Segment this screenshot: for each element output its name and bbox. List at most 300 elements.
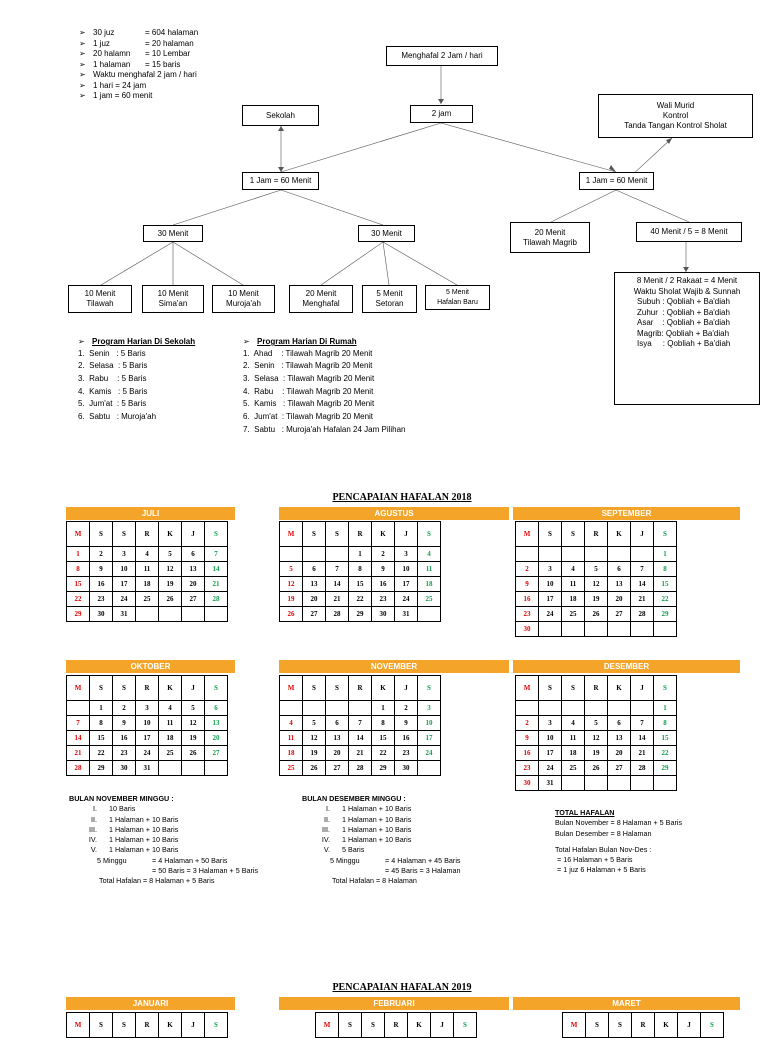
note-key: Waktu menghafal 2 jam / hari	[93, 70, 197, 79]
day-cell: 18	[159, 731, 182, 746]
day-cell	[67, 701, 90, 716]
day-cell: 23	[516, 761, 539, 776]
day-cell: 18	[562, 746, 585, 761]
month-band-desember: DESEMBER	[513, 660, 740, 673]
day-cell	[159, 761, 182, 776]
calendar-maret	[562, 1012, 724, 1038]
day-head: J	[631, 522, 654, 547]
day-head: S	[113, 1013, 136, 1038]
box-line: Menghafal	[302, 299, 340, 308]
day-cell	[516, 547, 539, 562]
day-cell: 29	[654, 761, 677, 776]
day-cell: 28	[205, 592, 228, 607]
week-item	[302, 845, 461, 855]
day-cell: 25	[562, 761, 585, 776]
day-cell: 2	[395, 701, 418, 716]
program-item: 3. Selasa : Tilawah Magrib 20 Menit	[243, 373, 375, 383]
day-cell: 14	[326, 577, 349, 592]
day-head: J	[631, 676, 654, 701]
day-head: J	[395, 676, 418, 701]
week-value: 1 Halaman + 10 Baris	[109, 835, 179, 845]
section-title: BULAN NOVEMBER MINGGU :	[69, 794, 174, 803]
day-head: K	[159, 676, 182, 701]
box-line: 20 Menit	[305, 289, 337, 298]
week-item	[69, 845, 258, 855]
day-head: R	[385, 1013, 408, 1038]
day-cell: 3	[539, 562, 562, 577]
calendar-desember	[515, 675, 677, 791]
box-line: Tanda Tangan Kontrol Sholat	[624, 121, 727, 130]
dua-jam-box: 2 jam	[410, 105, 473, 123]
day-cell	[631, 701, 654, 716]
program-item: 2. Senin : Tilawah Magrib 20 Menit	[243, 361, 373, 371]
week-value: 1 Halaman + 10 Baris	[109, 824, 179, 834]
total-line: Total Hafalan = 8 Halaman	[332, 876, 417, 886]
day-cell: 24	[539, 761, 562, 776]
day-cell: 1	[67, 547, 90, 562]
day-cell	[654, 622, 677, 637]
day-cell: 11	[562, 577, 585, 592]
month-band-januari: JANUARI	[66, 997, 235, 1010]
day-cell	[280, 547, 303, 562]
day-cell: 25	[159, 746, 182, 761]
day-cell: 6	[608, 716, 631, 731]
day-cell	[539, 622, 562, 637]
nd-title: Total Hafalan Bulan Nov-Des :	[555, 844, 652, 854]
day-cell: 31	[113, 607, 136, 622]
day-cell: 5	[159, 547, 182, 562]
day-cell: 19	[182, 731, 205, 746]
day-head: S	[586, 1013, 609, 1038]
week-item	[302, 815, 461, 825]
day-cell: 7	[67, 716, 90, 731]
day-cell: 19	[585, 746, 608, 761]
total-line: Bulan Desember = 8 Halaman	[555, 828, 652, 838]
calendar-oktober	[66, 675, 228, 776]
summary-value: = 4 Halaman + 50 Baris	[152, 855, 228, 865]
des-section	[302, 794, 461, 887]
box-line: 5 Menit	[376, 289, 403, 298]
day-cell: 12	[585, 731, 608, 746]
day-cell: 14	[349, 731, 372, 746]
day-head: K	[608, 522, 631, 547]
title-2018: PENCAPAIAN HAFALAN 2018	[332, 492, 472, 503]
week-item	[69, 835, 258, 845]
day-cell: 24	[539, 607, 562, 622]
note-key: 1 jam = 60 menit	[93, 91, 153, 100]
day-cell: 9	[113, 716, 136, 731]
day-head: K	[608, 676, 631, 701]
day-cell: 22	[372, 746, 395, 761]
week-item	[302, 835, 461, 845]
day-head: S	[418, 676, 441, 701]
day-cell: 30	[395, 761, 418, 776]
day-cell: 3	[418, 701, 441, 716]
day-cell: 18	[280, 746, 303, 761]
note-key: 1 juz	[93, 38, 110, 48]
day-cell: 16	[372, 577, 395, 592]
day-cell: 29	[90, 761, 113, 776]
sholat-line: Asar : Qobliah + Ba'diah	[637, 318, 730, 327]
sholat-line: Zuhur : Qobliah + Ba'diah	[637, 307, 730, 317]
note-value: = 604 halaman	[145, 28, 199, 37]
summary-line2: = 45 Baris = 3 Halaman	[385, 866, 461, 876]
leaf-setoran	[362, 285, 417, 313]
day-cell: 5	[182, 701, 205, 716]
day-cell: 12	[182, 716, 205, 731]
day-cell: 16	[516, 746, 539, 761]
day-cell: 12	[585, 577, 608, 592]
day-head: S	[654, 676, 677, 701]
summary-value: = 4 Halaman + 45 Baris	[385, 855, 461, 865]
calendar-agustus	[279, 521, 441, 622]
day-cell: 6	[326, 716, 349, 731]
day-cell	[349, 701, 372, 716]
day-head: S	[562, 676, 585, 701]
month-band-juli: JULI	[66, 507, 235, 520]
day-cell: 4	[280, 716, 303, 731]
day-cell	[326, 701, 349, 716]
nd-line: = 16 Halaman + 5 Baris	[557, 855, 633, 865]
day-cell: 4	[136, 547, 159, 562]
day-cell	[585, 701, 608, 716]
day-cell: 14	[631, 731, 654, 746]
calendar-februari	[315, 1012, 477, 1038]
day-cell: 5	[303, 716, 326, 731]
day-cell: 19	[303, 746, 326, 761]
day-cell: 12	[159, 562, 182, 577]
day-head: S	[205, 676, 228, 701]
day-head: S	[303, 522, 326, 547]
day-cell: 17	[539, 592, 562, 607]
day-head: M	[516, 676, 539, 701]
day-cell: 13	[608, 577, 631, 592]
day-cell: 4	[159, 701, 182, 716]
day-cell: 19	[585, 592, 608, 607]
summary-line2: = 50 Baris = 3 Halaman + 5 Baris	[152, 866, 259, 876]
day-cell: 25	[136, 592, 159, 607]
program-rumah: ➢ Program Harian Di Rumah 1. Ahad : Tilawah Magrib 20 Menit 2. Senin : Tilawah Magrib 20 Menit 3. Selasa : Tilawah Magrib 20 Menit 4. Rabu : Tilawah Magrib 20 Menit 5. Kamis : Tilawah Magrib 20 Menit 6. Jum'at : Tilawah Magrib 20 Menit 7. Sabtu : Muroja'ah Hafalan 24 Jam Pilihan	[243, 337, 406, 436]
program-item: 4. Kamis : 5 Baris	[78, 386, 148, 396]
day-cell: 20	[205, 731, 228, 746]
day-head: K	[655, 1013, 678, 1038]
day-cell: 30	[516, 776, 539, 791]
day-cell: 22	[349, 592, 372, 607]
month-band-november: NOVEMBER	[279, 660, 509, 673]
day-cell: 10	[539, 577, 562, 592]
day-cell: 26	[585, 607, 608, 622]
program-item: 4. Rabu : Tilawah Magrib 20 Menit	[243, 386, 374, 396]
day-head: J	[431, 1013, 454, 1038]
day-head: S	[418, 522, 441, 547]
jam-left-box: 1 Jam = 60 Menit	[242, 172, 319, 190]
day-cell: 10	[539, 731, 562, 746]
box-line: Setoran	[375, 299, 404, 308]
program-item: 5. Kamis : Tilawah Magrib 20 Menit	[243, 399, 375, 409]
day-cell: 7	[631, 562, 654, 577]
day-cell: 15	[654, 731, 677, 746]
arrow-icon: ➢	[79, 80, 86, 90]
day-cell	[539, 547, 562, 562]
day-cell: 27	[205, 746, 228, 761]
day-cell: 2	[113, 701, 136, 716]
day-head: R	[585, 522, 608, 547]
day-cell: 11	[159, 716, 182, 731]
day-cell: 8	[372, 716, 395, 731]
total-section	[555, 808, 682, 876]
month-band-agustus: AGUSTUS	[279, 507, 509, 520]
sekolah-box: Sekolah	[242, 105, 319, 126]
day-cell: 9	[372, 562, 395, 577]
day-cell: 8	[90, 716, 113, 731]
week-num: I.	[326, 804, 330, 814]
week-item	[69, 815, 258, 825]
day-head: R	[136, 676, 159, 701]
day-cell	[539, 701, 562, 716]
leaf-murojaah	[212, 285, 275, 313]
day-cell: 18	[562, 592, 585, 607]
day-cell: 6	[608, 562, 631, 577]
day-cell: 8	[67, 562, 90, 577]
day-cell: 27	[326, 761, 349, 776]
total-title: TOTAL HAFALAN	[555, 808, 615, 817]
arrow-icon: ➢	[79, 49, 86, 58]
day-cell: 9	[395, 716, 418, 731]
day-cell: 22	[90, 746, 113, 761]
day-cell: 2	[90, 547, 113, 562]
day-cell	[182, 607, 205, 622]
day-cell	[608, 701, 631, 716]
day-cell: 22	[67, 592, 90, 607]
week-value: 1 Halaman + 10 Baris	[342, 824, 412, 834]
day-cell: 19	[159, 577, 182, 592]
day-cell: 23	[90, 592, 113, 607]
week-value: 1 Halaman + 10 Baris	[342, 835, 412, 845]
week-num: III.	[89, 824, 97, 834]
day-cell: 29	[67, 607, 90, 622]
month-band-september: SEPTEMBER	[513, 507, 740, 520]
day-cell: 15	[90, 731, 113, 746]
box-line: 20 Menit	[534, 227, 566, 237]
day-head: M	[67, 522, 90, 547]
day-cell	[418, 607, 441, 622]
nd-line: = 1 juz 6 Halaman + 5 Baris	[557, 865, 646, 875]
day-head: R	[136, 1013, 159, 1038]
day-cell: 13	[182, 562, 205, 577]
leaf-hafalan-baru	[425, 285, 490, 310]
arrow-icon: ➢	[79, 38, 86, 48]
box-line: Wali Murid	[656, 101, 695, 110]
sholat-line: Isya : Qobliah + Ba'diah	[637, 339, 731, 348]
day-head: S	[90, 522, 113, 547]
jam-right-box: 1 Jam = 60 Menit	[579, 172, 654, 190]
program-item: 2. Selasa : 5 Baris	[78, 361, 148, 371]
day-cell: 20	[326, 746, 349, 761]
day-head: S	[205, 522, 228, 547]
day-cell: 20	[182, 577, 205, 592]
day-cell: 16	[395, 731, 418, 746]
day-cell	[562, 622, 585, 637]
day-cell: 26	[159, 592, 182, 607]
day-head: M	[280, 522, 303, 547]
day-cell	[418, 761, 441, 776]
day-cell: 17	[539, 746, 562, 761]
day-head: S	[113, 676, 136, 701]
day-cell: 2	[372, 547, 395, 562]
day-head: J	[678, 1013, 701, 1038]
day-cell: 26	[585, 761, 608, 776]
day-cell: 1	[372, 701, 395, 716]
day-cell	[631, 776, 654, 791]
box-line: Sima'an	[158, 299, 188, 308]
day-cell: 15	[654, 577, 677, 592]
day-cell: 8	[654, 716, 677, 731]
day-head: R	[632, 1013, 655, 1038]
tilawah-magrib-box	[510, 222, 590, 253]
day-cell: 21	[67, 746, 90, 761]
day-cell: 2	[516, 716, 539, 731]
calendar-november	[279, 675, 441, 776]
day-cell: 2	[516, 562, 539, 577]
day-cell	[585, 547, 608, 562]
day-cell	[562, 547, 585, 562]
day-head: M	[280, 676, 303, 701]
day-cell: 6	[303, 562, 326, 577]
day-cell: 28	[349, 761, 372, 776]
box-line: Muroja'ah	[226, 299, 261, 308]
day-cell	[608, 776, 631, 791]
program-item: 1. Ahad : Tilawah Magrib 20 Menit	[243, 348, 373, 358]
day-cell: 25	[280, 761, 303, 776]
day-cell: 24	[113, 592, 136, 607]
day-cell: 21	[349, 746, 372, 761]
week-num: II.	[91, 814, 97, 824]
day-cell: 7	[326, 562, 349, 577]
program-item: 3. Rabu : 5 Baris	[78, 373, 147, 383]
day-cell: 17	[113, 577, 136, 592]
day-cell: 17	[418, 731, 441, 746]
day-cell: 11	[280, 731, 303, 746]
day-cell: 17	[136, 731, 159, 746]
day-cell: 3	[113, 547, 136, 562]
sholat-line: Magrib: Qobliah + Ba'diah	[637, 328, 730, 338]
day-cell: 5	[585, 716, 608, 731]
arrow-icon: ➢	[243, 337, 250, 346]
day-head: R	[349, 522, 372, 547]
month-band-oktober: OKTOBER	[66, 660, 235, 673]
day-cell	[631, 547, 654, 562]
day-cell: 30	[113, 761, 136, 776]
day-cell: 12	[280, 577, 303, 592]
box-line: Kontrol	[662, 111, 689, 120]
day-cell: 6	[182, 547, 205, 562]
program-sekolah: ➢ Program Harian Di Sekolah 1. Senin : 5 Baris 2. Selasa : 5 Baris 3. Rabu : 5 Baris 4. Kamis : 5 Baris 5. Jum'at : 5 Baris 6. Sabtu : Muroja'ah	[78, 337, 195, 424]
day-cell: 9	[516, 577, 539, 592]
day-cell: 7	[205, 547, 228, 562]
day-cell: 1	[654, 701, 677, 716]
day-head: K	[159, 522, 182, 547]
day-cell: 26	[280, 607, 303, 622]
day-cell: 27	[608, 761, 631, 776]
day-head: S	[90, 1013, 113, 1038]
day-head: S	[326, 522, 349, 547]
sholat-line: Subuh : Qobliah + Ba'diah	[637, 297, 730, 306]
day-cell	[562, 776, 585, 791]
day-cell: 14	[631, 577, 654, 592]
note-value: = 10 Lembar	[145, 49, 191, 58]
day-cell: 11	[562, 731, 585, 746]
nov-section	[69, 794, 258, 887]
arrow-icon: ➢	[79, 91, 86, 100]
day-head: R	[585, 676, 608, 701]
day-cell: 5	[280, 562, 303, 577]
day-head: R	[349, 676, 372, 701]
day-cell: 3	[136, 701, 159, 716]
day-cell: 7	[349, 716, 372, 731]
day-cell: 31	[539, 776, 562, 791]
day-cell: 4	[562, 562, 585, 577]
day-cell: 13	[205, 716, 228, 731]
day-cell: 10	[113, 562, 136, 577]
day-head: R	[136, 522, 159, 547]
day-cell: 24	[395, 592, 418, 607]
day-head: M	[316, 1013, 339, 1038]
day-cell	[136, 607, 159, 622]
wali-box	[598, 94, 753, 138]
day-cell: 24	[418, 746, 441, 761]
day-cell	[608, 622, 631, 637]
day-cell: 12	[303, 731, 326, 746]
day-cell: 22	[654, 746, 677, 761]
day-cell: 21	[326, 592, 349, 607]
day-head: M	[67, 676, 90, 701]
day-cell: 1	[654, 547, 677, 562]
day-head: M	[67, 1013, 90, 1038]
day-cell: 4	[418, 547, 441, 562]
arrow-icon: ➢	[78, 337, 85, 346]
day-cell: 7	[631, 716, 654, 731]
day-cell: 27	[608, 607, 631, 622]
box-line: 10 Menit	[84, 289, 116, 298]
week-item	[69, 804, 258, 814]
day-cell: 3	[395, 547, 418, 562]
program-item: 6. Sabtu : Muroja'ah	[78, 412, 157, 422]
summary-line	[302, 856, 461, 866]
calendar-juli	[66, 521, 228, 622]
day-cell: 16	[516, 592, 539, 607]
day-head: J	[182, 1013, 205, 1038]
day-cell: 31	[136, 761, 159, 776]
day-cell	[562, 701, 585, 716]
box-line: 10 Menit	[157, 289, 189, 298]
day-cell: 31	[395, 607, 418, 622]
day-cell: 19	[280, 592, 303, 607]
calendar-september	[515, 521, 677, 637]
day-cell: 25	[418, 592, 441, 607]
day-cell	[516, 701, 539, 716]
leaf-simaan	[142, 285, 204, 313]
day-cell: 9	[516, 731, 539, 746]
week-value: 1 Halaman + 10 Baris	[109, 845, 179, 855]
day-cell: 18	[136, 577, 159, 592]
program-item: 7. Sabtu : Muroja'ah Hafalan 24 Jam Pilihan	[243, 424, 406, 434]
menit-30a-box: 30 Menit	[143, 225, 203, 242]
section-title: BULAN DESEMBER MINGGU :	[302, 794, 406, 803]
title-2019: PENCAPAIAN HAFALAN 2019	[332, 982, 472, 993]
day-cell: 29	[349, 607, 372, 622]
program-item: 6. Jum'at : Tilawah Magrib 20 Menit	[243, 412, 374, 422]
month-band-februari: FEBRUARI	[279, 997, 509, 1010]
